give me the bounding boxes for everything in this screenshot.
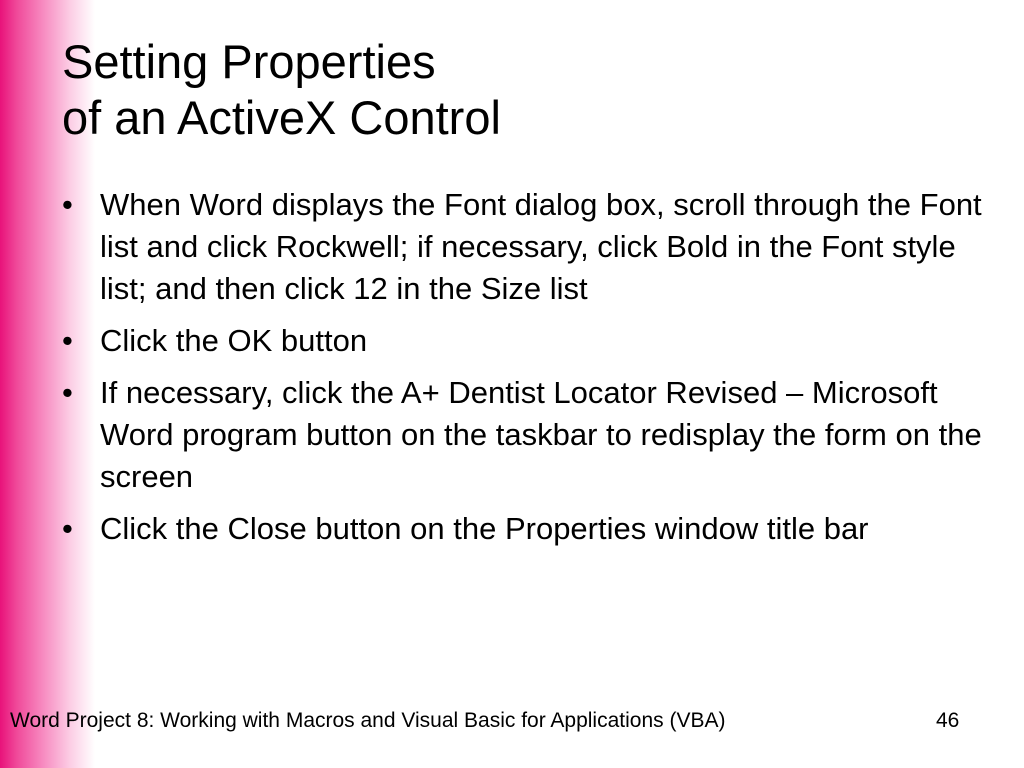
bullet-dot-icon: •: [62, 511, 73, 546]
footer-text: Word Project 8: Working with Macros and Visual Basic for Applications (VBA): [10, 709, 726, 732]
bullet-text: Click the Close button on the Properties window title bar: [100, 511, 869, 546]
bullet-item: [62, 184, 982, 310]
bullet-text: If necessary, click the A+ Dentist Locator Revised – Microsoft Word program button on the taskbar to redisplay the form on the screen: [100, 375, 982, 494]
bullet-item: [62, 320, 982, 362]
slide-title-line-1: Setting Properties: [62, 35, 436, 88]
bullet-item: [62, 508, 982, 550]
bullet-dot-icon: •: [62, 375, 73, 410]
bullet-text: When Word displays the Font dialog box, scroll through the Font list and click Rockwell; if necessary, click Bold in the Font style list; and then click 12 in the Size list: [100, 187, 982, 306]
slide-title-line-2: of an ActiveX Control: [62, 91, 501, 144]
bullet-dot-icon: •: [62, 187, 73, 222]
page-number: 46: [936, 709, 960, 732]
bullet-item: [62, 372, 982, 498]
bullet-list: [62, 184, 982, 560]
slide-title: [62, 34, 501, 146]
bullet-dot-icon: •: [62, 323, 73, 358]
bullet-text: Click the OK button: [100, 323, 368, 358]
